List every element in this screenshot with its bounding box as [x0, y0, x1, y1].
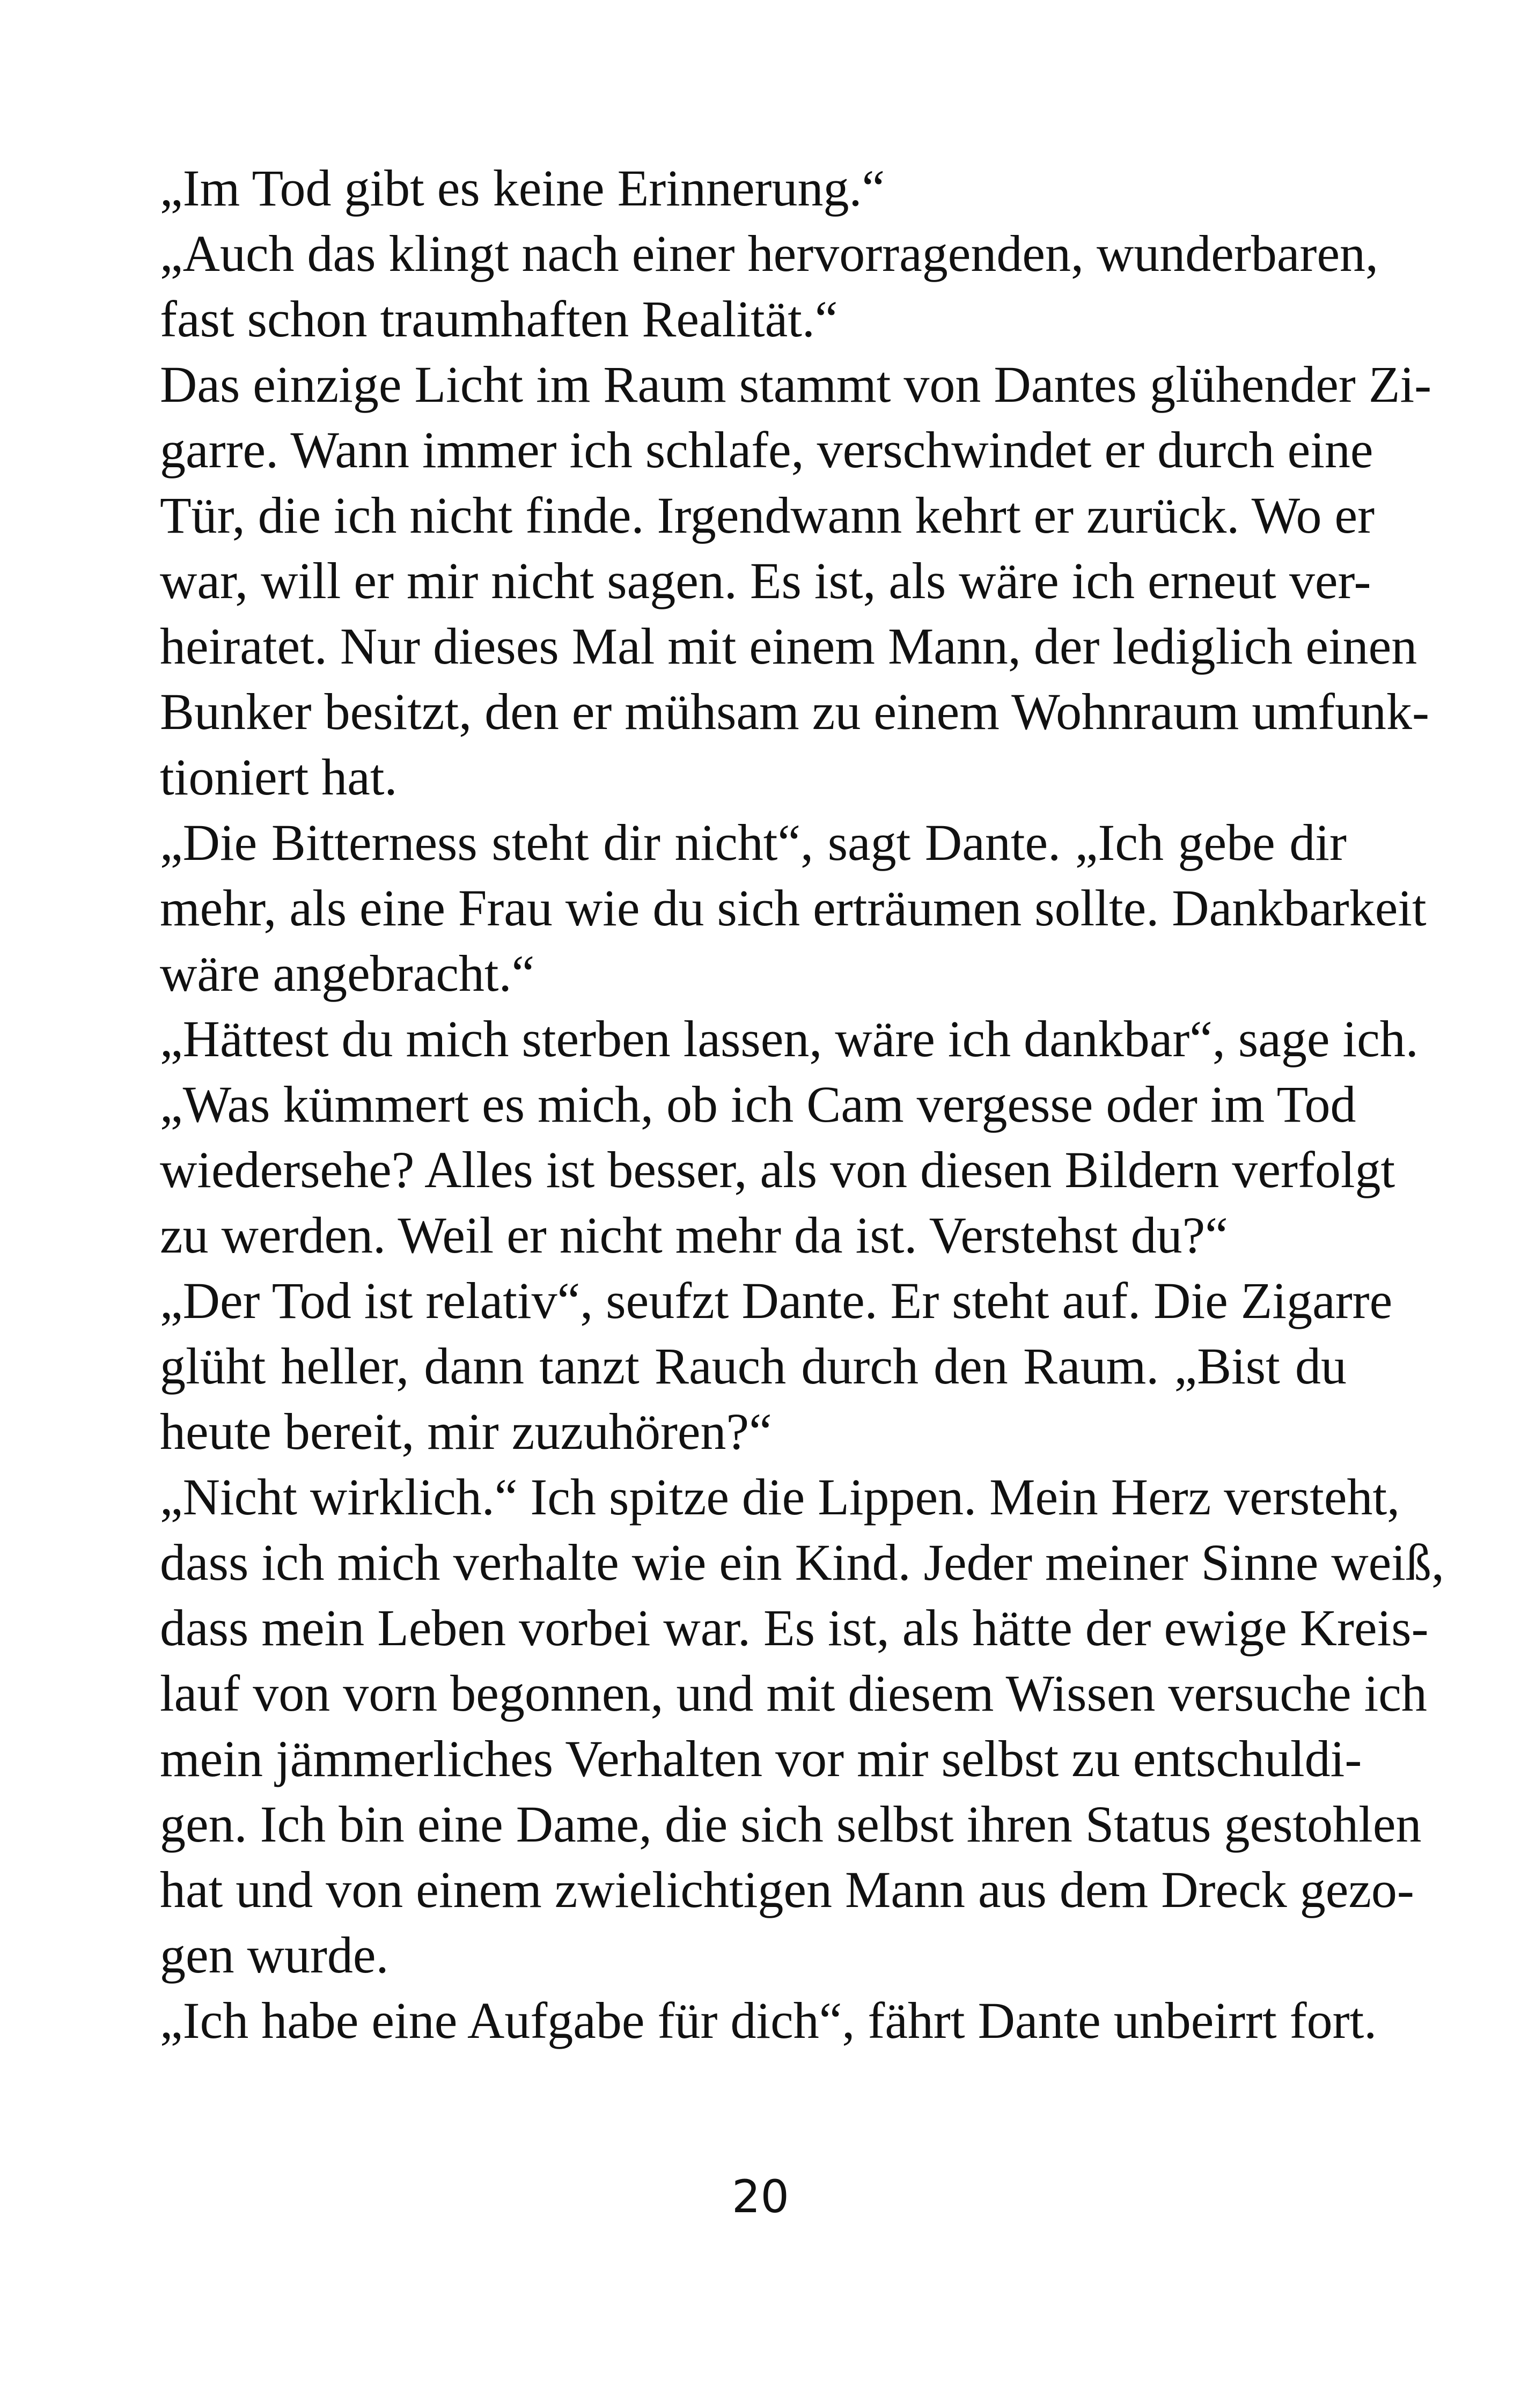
- text-line: mehr, als eine Frau wie du sich erträumen sollte. Dankbarkeit: [160, 879, 1427, 937]
- text-line: garre. Wann immer ich schlafe, verschwindet er durch eine: [160, 421, 1373, 478]
- text-line: gen wurde.: [160, 1926, 389, 1984]
- text-line: war, will er mir nicht sagen. Es ist, als wäre ich erneut ver-: [160, 552, 1371, 609]
- text-line: Das einzige Licht im Raum stammt von Dantes glühender Zi-: [160, 356, 1432, 413]
- text-line: „Der Tod ist relativ“, seufzt Dante. Er steht auf. Die Zigarre: [160, 1272, 1393, 1329]
- text-line: „Ich habe eine Aufgabe für dich“, fährt Dante unbeirrt fort.: [160, 1992, 1377, 2049]
- text-line: „Die Bitterness steht dir nicht“, sagt Dante. „Ich gebe dir: [160, 814, 1347, 871]
- text-line: „Auch das klingt nach einer hervorragenden, wunderbaren,: [160, 225, 1379, 282]
- text-line: mein jämmerliches Verhalten vor mir selbst zu entschuldi-: [160, 1730, 1362, 1787]
- text-line: zu werden. Weil er nicht mehr da ist. Verstehst du?“: [160, 1206, 1228, 1264]
- text-line: tioniert hat.: [160, 748, 398, 806]
- text-line: dass ich mich verhalte wie ein Kind. Jeder meiner Sinne weiß,: [160, 1534, 1444, 1591]
- text-line: fast schon traumhaften Realität.“: [160, 290, 838, 348]
- text-line: Bunker besitzt, den er mühsam zu einem Wohnraum umfunk-: [160, 683, 1429, 740]
- text-line: heiratet. Nur dieses Mal mit einem Mann, der lediglich einen: [160, 617, 1417, 675]
- text-line: „Was kümmert es mich, ob ich Cam vergesse oder im Tod: [160, 1076, 1356, 1133]
- text-line: heute bereit, mir zuzuhören?“: [160, 1403, 772, 1460]
- text-line: „Im Tod gibt es keine Erinnerung.“: [160, 159, 885, 217]
- body-text: [160, 156, 1444, 2053]
- text-line: lauf von vorn begonnen, und mit diesem Wissen versuche ich: [160, 1665, 1427, 1722]
- text-line: dass mein Leben vorbei war. Es ist, als hätte der ewige Kreis-: [160, 1599, 1429, 1656]
- page-number: 20: [732, 2170, 789, 2223]
- text-line: hat und von einem zwielichtigen Mann aus dem Dreck gezo-: [160, 1861, 1414, 1918]
- text-line: Tür, die ich nicht finde. Irgendwann kehrt er zurück. Wo er: [160, 487, 1375, 544]
- text-line: „Nicht wirklich.“ Ich spitze die Lippen. Mein Herz versteht,: [160, 1468, 1400, 1526]
- text-line: gen. Ich bin eine Dame, die sich selbst ihren Status gestohlen: [160, 1795, 1422, 1853]
- text-line: glüht heller, dann tanzt Rauch durch den Raum. „Bist du: [160, 1337, 1347, 1395]
- text-line: „Hättest du mich sterben lassen, wäre ich dankbar“, sage ich.: [160, 1010, 1419, 1067]
- text-line: wiedersehe? Alles ist besser, als von diesen Bildern verfolgt: [160, 1141, 1395, 1198]
- text-line: wäre angebracht.“: [160, 945, 535, 1002]
